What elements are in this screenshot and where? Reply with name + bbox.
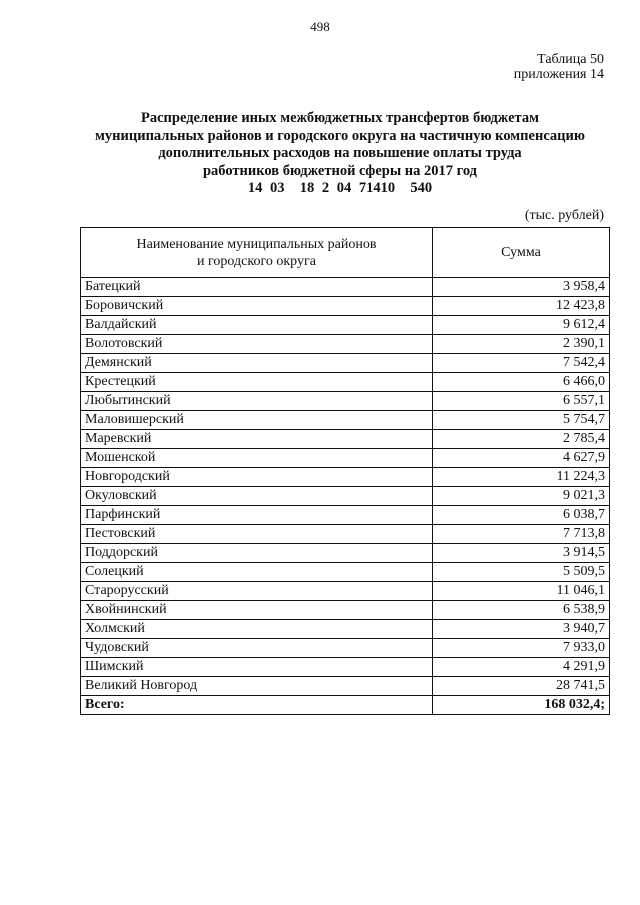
district-amount: 6 557,1	[433, 392, 610, 411]
document-title	[40, 110, 640, 198]
district-amount: 11 046,1	[433, 582, 610, 601]
total-row	[81, 696, 610, 715]
district-name: Солецкий	[81, 563, 433, 582]
district-amount: 3 940,7	[433, 620, 610, 639]
header-name-column	[81, 228, 433, 278]
district-name: Демянский	[81, 354, 433, 373]
district-amount: 28 741,5	[433, 677, 610, 696]
district-amount: 6 466,0	[433, 373, 610, 392]
table-row	[81, 677, 610, 696]
district-name: Волотовский	[81, 335, 433, 354]
district-name: Парфинский	[81, 506, 433, 525]
total-label: Всего:	[81, 696, 433, 715]
district-name: Старорусский	[81, 582, 433, 601]
table-row	[81, 620, 610, 639]
district-name: Шимский	[81, 658, 433, 677]
district-name: Холмский	[81, 620, 433, 639]
table-row	[81, 278, 610, 297]
table-row	[81, 658, 610, 677]
district-name: Мошенской	[81, 449, 433, 468]
table-row	[81, 563, 610, 582]
district-amount: 9 021,3	[433, 487, 610, 506]
district-amount: 2 785,4	[433, 430, 610, 449]
table-row	[81, 601, 610, 620]
table-reference	[514, 52, 604, 82]
header-name-line1: Наименование муниципальных районов	[136, 236, 377, 252]
table-header-row	[81, 228, 610, 278]
district-amount: 5 509,5	[433, 563, 610, 582]
district-amount: 7 933,0	[433, 639, 610, 658]
table-row	[81, 487, 610, 506]
table-ref-line1: Таблица 50	[537, 52, 604, 67]
district-amount: 9 612,4	[433, 316, 610, 335]
district-amount: 6 038,7	[433, 506, 610, 525]
district-name: Любытинский	[81, 392, 433, 411]
header-amount-column: Сумма	[433, 228, 610, 278]
district-amount: 2 390,1	[433, 335, 610, 354]
district-amount: 5 754,7	[433, 411, 610, 430]
units-label: (тыс. рублей)	[524, 208, 604, 223]
table-row	[81, 354, 610, 373]
district-name: Чудовский	[81, 639, 433, 658]
district-amount: 12 423,8	[433, 297, 610, 316]
district-name: Валдайский	[81, 316, 433, 335]
district-name: Окуловский	[81, 487, 433, 506]
page-number: 498	[310, 19, 330, 34]
district-amount: 4 627,9	[433, 449, 610, 468]
district-amount: 3 958,4	[433, 278, 610, 297]
distribution-table	[80, 227, 610, 715]
table-row	[81, 297, 610, 316]
table-row	[81, 468, 610, 487]
table-row	[81, 506, 610, 525]
district-amount: 4 291,9	[433, 658, 610, 677]
table-row	[81, 373, 610, 392]
district-name: Великий Новгород	[81, 677, 433, 696]
title-line: дополнительных расходов на повышение оплаты труда	[158, 145, 522, 161]
table-row	[81, 335, 610, 354]
title-line: муниципальных районов и городского округа на частичную компенсацию	[95, 127, 585, 144]
district-amount: 11 224,3	[433, 468, 610, 487]
district-name: Маловишерский	[81, 411, 433, 430]
district-amount: 7 713,8	[433, 525, 610, 544]
table-row	[81, 430, 610, 449]
district-name: Новгородский	[81, 468, 433, 487]
table-row	[81, 392, 610, 411]
table-row	[81, 316, 610, 335]
total-amount: 168 032,4;	[433, 696, 610, 715]
district-name: Хвойнинский	[81, 601, 433, 620]
table-row	[81, 582, 610, 601]
district-name: Крестецкий	[81, 373, 433, 392]
table-row	[81, 411, 610, 430]
title-line: Распределение иных межбюджетных трансфертов бюджетам	[141, 110, 539, 126]
district-name: Пестовский	[81, 525, 433, 544]
district-name: Батецкий	[81, 278, 433, 297]
district-amount: 3 914,5	[433, 544, 610, 563]
district-name: Боровичский	[81, 297, 433, 316]
title-line: работников бюджетной сферы на 2017 год	[202, 162, 478, 179]
budget-classification-code: 14 03 18 2 04 71410 540	[247, 180, 433, 196]
district-amount: 7 542,4	[433, 354, 610, 373]
table-row	[81, 449, 610, 468]
district-name: Поддорский	[81, 544, 433, 563]
table-row	[81, 525, 610, 544]
district-amount: 6 538,9	[433, 601, 610, 620]
header-name-line2: и городского округа	[197, 253, 316, 269]
table-row	[81, 544, 610, 563]
table-row	[81, 639, 610, 658]
district-name: Маревский	[81, 430, 433, 449]
table-body	[81, 278, 610, 696]
table-ref-line2: приложения 14	[513, 67, 604, 82]
